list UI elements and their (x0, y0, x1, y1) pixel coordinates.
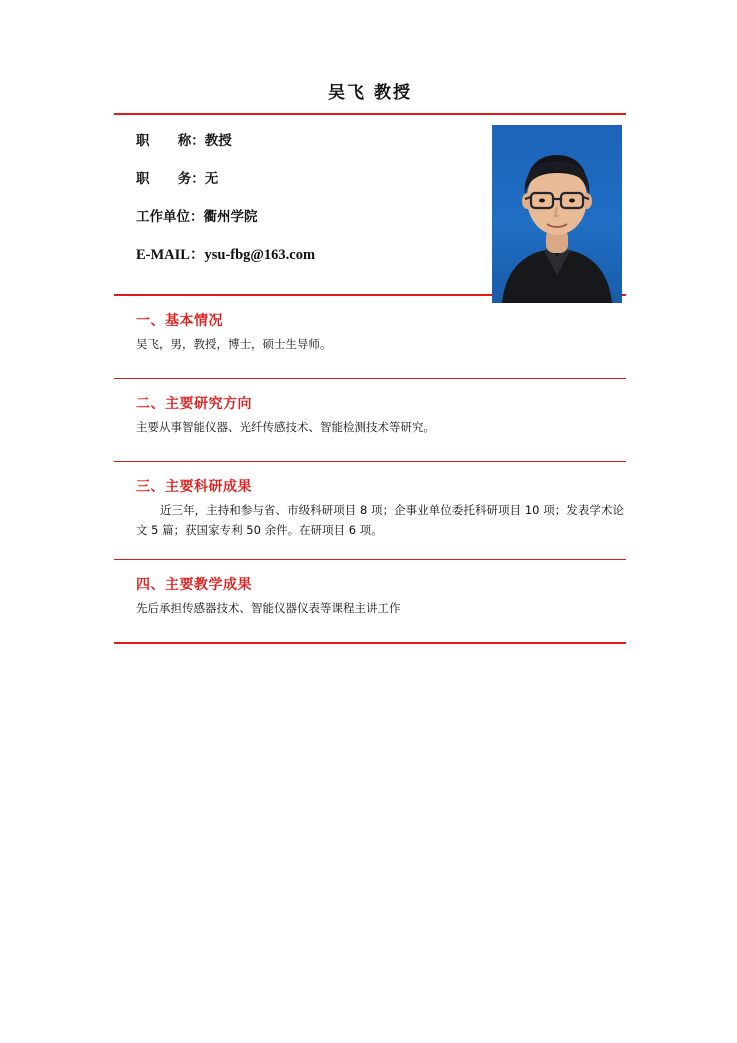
document-content (114, 78, 626, 644)
section-teaching-results (114, 560, 626, 642)
profile-row-email (114, 243, 464, 264)
section-heading-research-direction: 二、主要研究方向 (136, 396, 252, 413)
section-heading-teaching-results: 四、主要教学成果 (136, 576, 252, 593)
profile-block (114, 115, 626, 294)
profile-fields (114, 129, 464, 264)
profile-row-workplace (114, 205, 464, 225)
section-body-basic-info: 吴飞，男，教授，博士，硕士生导师。 (136, 337, 332, 351)
profile-label-position: 职 务： (136, 171, 205, 187)
avatar (492, 125, 622, 303)
profile-row-position (114, 167, 464, 187)
divider-bottom (114, 642, 626, 644)
profile-row-title (114, 129, 464, 149)
section-body-research-results: 近三年，主持和参与省、市级科研项目 8 项；企事业单位委托科研项目 10 项；发表学术论文 5 篇；获国家专利 50 余件。在研项目 6 项。 (136, 503, 624, 538)
profile-label-email: E-MAIL： (136, 247, 205, 263)
section-research-results (114, 462, 626, 558)
section-heading-basic-info: 一、基本情况 (136, 313, 223, 329)
section-basic-info (114, 296, 626, 378)
profile-label-title: 职 称： (136, 133, 205, 149)
profile-value-email: ysu-fbg@163.com (204, 247, 316, 263)
profile-label-workplace: 工作单位： (136, 209, 204, 225)
section-heading-research-results: 三、主要科研成果 (136, 479, 252, 496)
page-title: 吴飞 教授 (328, 83, 412, 103)
section-body-teaching-results: 先后承担传感器技术、智能仪器仪表等课程主讲工作 (136, 600, 401, 615)
section-research-direction (114, 379, 626, 461)
profile-value-title: 教授 (204, 133, 232, 149)
section-body-research-direction: 主要从事智能仪器、光纤传感技术、智能检测技术等研究。 (136, 420, 435, 435)
profile-value-workplace: 衢州学院 (203, 209, 258, 225)
profile-value-position: 无 (204, 171, 219, 187)
